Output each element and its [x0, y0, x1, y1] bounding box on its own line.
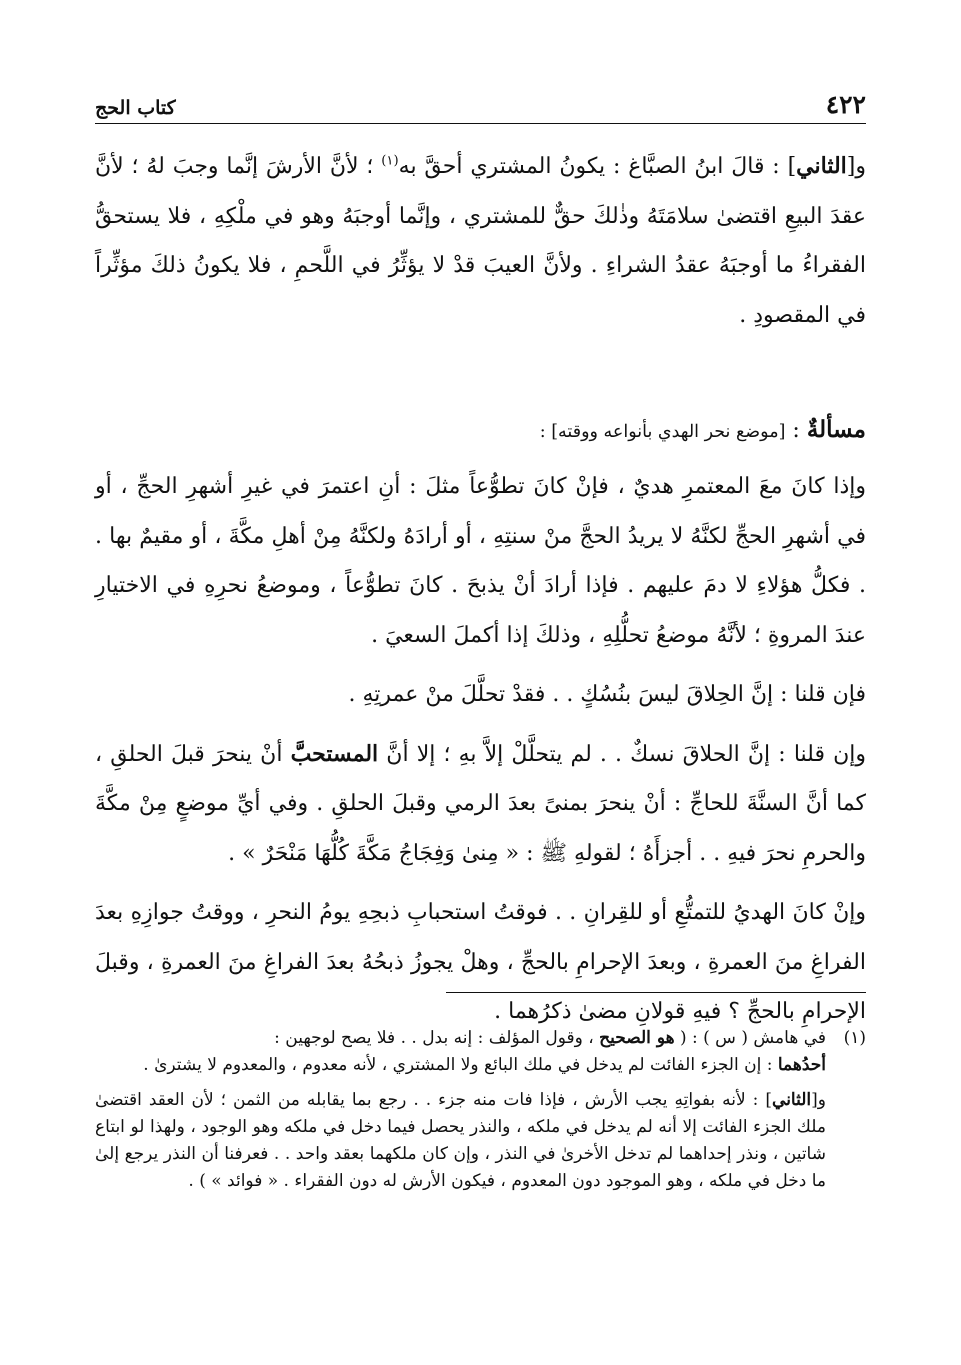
- issue-label: مسألةٌ: [806, 416, 866, 443]
- main-text: [95, 142, 866, 1037]
- footnote-ref: (١): [381, 153, 399, 169]
- running-header: [95, 80, 866, 124]
- footnotes: [95, 1025, 866, 1195]
- footnote-divider: [446, 992, 866, 993]
- paragraph-second-view: و[الثاني] : قالَ ابنُ الصبَّاغ : يكونُ المشتري أحقَّ به$^{(١)}$ ؛ لأنَّ الأرشَ إنَّما وجبَ لهُ ؛ لأنَّ عقدَ البيعِ اقتضىٰ سلامَتَهُ وذٰلكَ حقٌّ للمشتري ، وإنَّما أوجبَهُ وهو في ملْكِهِ ، فلا يستحقُّ الفقراءُ ما أوجبَهُ عقدُ الشراءِ . ولأنَّ العيبَ قدْ لا يؤثِّرُ في اللَّحمِ ، فلا يكونُ ذلكَ مؤثِّراً في المقصودِ .: [95, 153, 866, 328]
- issue-topic: [موضع نحر الهدي بأنواعه ووقته] :: [539, 422, 786, 442]
- bold-mustahab: المستحبَّ: [290, 740, 379, 767]
- issue-heading: مسألةٌ : [موضع نحر الهدي بأنواعه ووقته] :: [539, 416, 866, 443]
- footnote-1: (١)في هامش ( س ) : ( هو الصحيح ، وقول المؤلف : إنه بدل . . فلا يصح لوجهين :: [95, 1025, 866, 1052]
- footnote-second-reason: و[الثاني] : لأنه بفواتِهِ يجب الأرش ، فإذا فات منه جزء . . رجع بما يقابله من الثمن ؛ لأن العقد اقتضىٰ ملك الجزء الفائت إلا أنه لم يدخل في ملكه ، والنذر يحصل فيما دخل في ملكه وهو الوجود ، ولهذا لو ابتاع شاتين ، ونذر إحداهما لم تدخل الأخرىٰ في النذر ، وإن كان ملكهما بعقد واحد . . فعرفنا أن النذر يرجع إلىٰ ما دخل في ملكه ، وهو الموجود دون المعدوم ، فيكون الأرش له دون الفقراء . « فوائد » ) .: [95, 1090, 826, 1191]
- paragraph-halq-not-nusuk: فإن قلنا : إنَّ الحِلاقَ ليسَ بنُسُكٍ . . فقدْ تحلَّلَ منْ عمرتِهِ .: [348, 682, 866, 707]
- footnote-number: (١): [843, 1028, 866, 1048]
- book-title: كتاب الحج: [95, 97, 176, 119]
- label-second: الثاني: [796, 153, 847, 179]
- paragraph-tamattu-qiran: وإنْ كانَ الهديُ للتمتُّعِ أو للقِرانِ . . فوقتُ استحبابِ ذبحِهِ يومُ النحرِ ، ووقتُ جوازِهِ بعدَ الفراغِ منَ العمرةِ ، وبعدَ الإحرامِ بالحجِّ ، وهلْ يجوزُ ذبحُهُ بعدَ الفراغِ منَ العمرةِ ، وقبلَ الإحرامِ بالحجِّ ؟ فيهِ قولانِ مضىٰ ذكرُهما .: [95, 900, 866, 1024]
- footnote-first-reason: أحدُهما : إن الجزء الفائت لم يدخل في ملك البائع ولا المشتري ، لأنه معدوم ، والمعدوم لا يشترىٰ .: [143, 1055, 826, 1075]
- page-number: ٤٢٢: [825, 90, 866, 119]
- paragraph-halq-nusuk: وإن قلنا : إنَّ الحلاقَ نسكٌ . . لم يتحلَّلْ إلاَّ بهِ ؛ إلا أنَّ المستحبَّ أنْ ينحرَ قبلَ الحلقِ ، كما أنَّ السنَّةَ للحاجِّ : أنْ ينحرَ بمنىً بعدَ الرمي وقبلَ الحلقِ . وفي أيِّ موضعٍ مِنْ مكَّةَ والحرمِ نحرَ فيهِ . . أجزأَهُ ؛ لقولهِ ﷺ : « مِنىٰ وَفِجَاجُ مَكَّةَ كُلُّهَا مَنْحَرٌ » .: [95, 740, 866, 866]
- paragraph-umrah-hady: وإذا كانَ معَ المعتمرِ هديٌ ، فإنْ كانَ تطوُّعاً مثلَ : أنِ اعتمرَ في غيرِ أشهرِ الحجِّ ، أو في أشهرِ الحجِّ لكنَّهُ لا يريدُ الحجَّ منْ سنتِهِ ، أو أرادَهُ ولكنَّهُ مِنْ أهلِ مكَّةَ ، أو مقيمٌ بها . . فكلُّ هؤلاءِ لا دمَ عليهم . فإذا أرادَ أنْ يذبحَ . كانَ تطوُّعاً ، وموضعُ نحرِهِ في الاختيارِ عندَ المروةِ ؛ لأنَّهُ موضعُ تحلُّلِهِ ، وذلكَ إذا أكملَ السعيَ .: [95, 474, 866, 648]
